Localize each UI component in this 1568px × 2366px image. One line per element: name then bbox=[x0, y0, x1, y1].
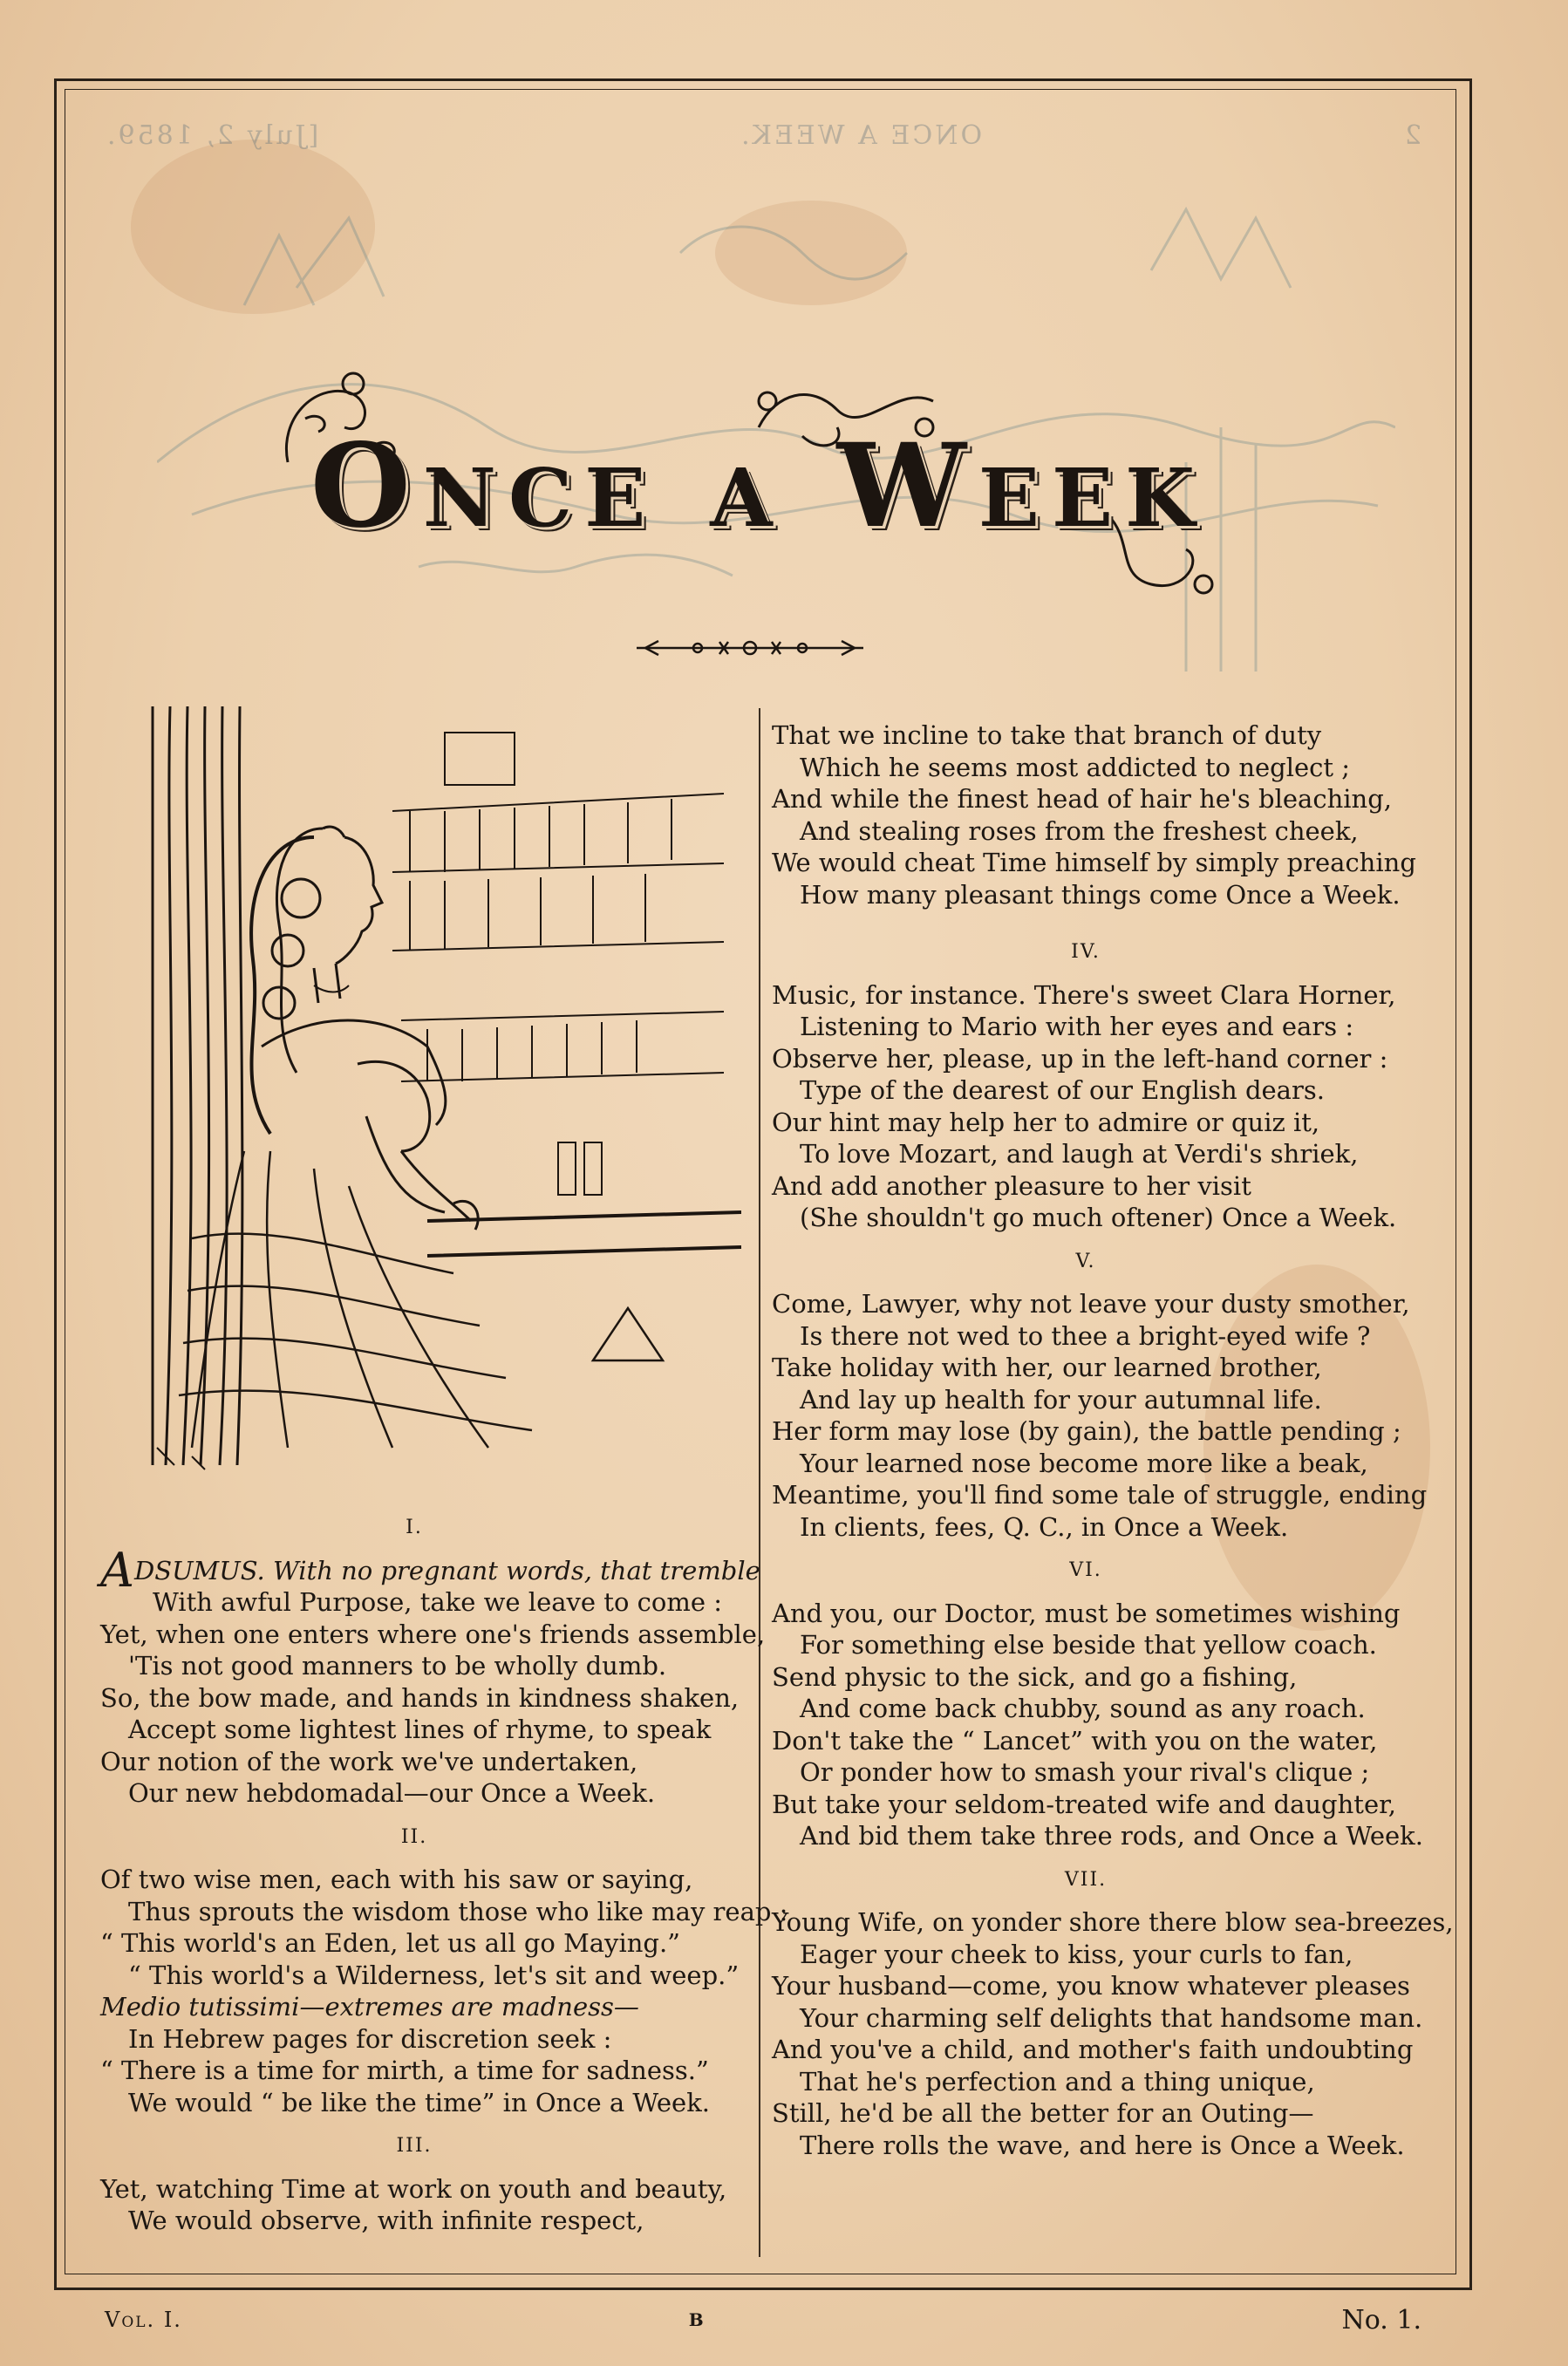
stanza-numeral: VII. bbox=[1064, 1868, 1108, 1891]
verse-line: And you've a child, and mother's faith undoubting bbox=[772, 2035, 1414, 2064]
signature-mark: B bbox=[688, 2309, 705, 2330]
verse-line: (She shouldn't go much oftener) Once a Week. bbox=[800, 1203, 1397, 1232]
volume-label: Vol. I. bbox=[105, 2308, 182, 2332]
verse-line: And lay up health for your autumnal life. bbox=[800, 1384, 1322, 1415]
verse-line: ADSUMUS. With no pregnant words, that tremble bbox=[100, 1542, 760, 1598]
ghost-page-number: 2 bbox=[1401, 120, 1421, 151]
verse-line: Come, Lawyer, why not leave your dusty smother, bbox=[772, 1289, 1410, 1319]
stanza-numeral: III. bbox=[396, 2135, 433, 2157]
verse-line: Listening to Mario with her eyes and ears : bbox=[800, 1012, 1354, 1041]
verse-line: Accept some lightest lines of rhyme, to speak bbox=[128, 1715, 712, 1744]
verse-line: That we incline to take that branch of duty bbox=[772, 720, 1322, 750]
verse-line: Your learned nose become more like a beak, bbox=[800, 1448, 1368, 1478]
stanza-numeral: I. bbox=[406, 1517, 423, 1538]
verse-line: We would cheat Time himself by simply preaching bbox=[772, 848, 1416, 877]
verse-line: Which he seems most addicted to neglect ; bbox=[800, 752, 1351, 782]
verse-line: And come back chubby, sound as any roach. bbox=[800, 1694, 1366, 1723]
stanza-numeral: V. bbox=[1075, 1250, 1096, 1272]
verse-line: Our notion of the work we've undertaken, bbox=[100, 1746, 638, 1776]
verse-line: Your charming self delights that handsome man. bbox=[800, 2002, 1423, 2033]
ghost-title: ONCE A WEEK. bbox=[739, 120, 983, 151]
woman-at-opera-illustration bbox=[140, 698, 741, 1483]
verse-line: We would observe, with infinite respect, bbox=[128, 2206, 644, 2235]
masthead-title: Once a Week bbox=[310, 419, 1208, 554]
verse-line: Medio tutissimi—extremes are madness— bbox=[100, 1992, 639, 2022]
verse-line: And bid them take three rods, and Once a Week. bbox=[800, 1821, 1423, 1851]
bleed-through-header bbox=[105, 120, 1421, 155]
drop-cap: A bbox=[100, 1542, 134, 1598]
verse-line: Our new hebdomadal—our Once a Week. bbox=[128, 1778, 656, 1808]
verse-line: With awful Purpose, take we leave to come : bbox=[153, 1587, 722, 1617]
verse-line: Or ponder how to smash your rival's clique ; bbox=[800, 1757, 1370, 1787]
verse-line: Of two wise men, each with his saw or saying, bbox=[100, 1865, 693, 1894]
right-column bbox=[772, 719, 1454, 2161]
verse-line: Is there not wed to thee a bright-eyed wife ? bbox=[800, 1320, 1371, 1351]
ghost-date: [July 2, 1859. bbox=[105, 120, 319, 151]
stanza-numeral: II. bbox=[400, 1825, 428, 1848]
verse-line: Don't take the “ Lancet” with you on the water, bbox=[772, 1725, 1378, 1756]
verse-line: Still, he'd be all the better for an Outing— bbox=[772, 2098, 1314, 2128]
verse-line: Yet, when one enters where one's friends assemble, bbox=[100, 1619, 766, 1649]
verse-line: Take holiday with her, our learned brother, bbox=[772, 1353, 1322, 1382]
verse-line: Observe her, please, up in the left-hand corner : bbox=[772, 1043, 1388, 1074]
verse-line: And stealing roses from the freshest cheek, bbox=[800, 815, 1359, 846]
divider-ornament bbox=[637, 635, 863, 661]
verse-line: Our hint may help her to admire or quiz it, bbox=[772, 1107, 1320, 1137]
verse-line: Your husband—come, you know whatever pleases bbox=[772, 1971, 1410, 2001]
verse-line: Music, for instance. There's sweet Clara Horner, bbox=[772, 979, 1396, 1010]
verse-line: “ There is a time for mirth, a time for sadness.” bbox=[100, 2056, 709, 2085]
verse-line: And add another pleasure to her visit bbox=[772, 1170, 1251, 1201]
issue-number: No. 1. bbox=[1341, 2304, 1421, 2335]
verse-line: So, the bow made, and hands in kindness shaken, bbox=[100, 1682, 740, 1713]
verse-line: For something else beside that yellow coach. bbox=[800, 1630, 1377, 1660]
stanza-numeral: VI. bbox=[1069, 1559, 1102, 1581]
verse-line: “ This world's an Eden, let us all go Maying.” bbox=[100, 1928, 681, 1958]
verse-line: Send physic to the sick, and go a fishing, bbox=[772, 1661, 1298, 1692]
verse-line: We would “ be like the time” in Once a Week. bbox=[128, 2087, 710, 2117]
verse-line: To love Mozart, and laugh at Verdi's shriek, bbox=[800, 1139, 1359, 1169]
verse-line: 'Tis not good manners to be wholly dumb. bbox=[128, 1651, 667, 1681]
verse-line: Thus sprouts the wisdom those who like may reap : bbox=[128, 1896, 788, 1926]
stanza-numeral: IV. bbox=[1071, 941, 1101, 963]
masthead bbox=[262, 366, 1256, 610]
verse-line: “ This world's a Wilderness, let's sit and weep.” bbox=[128, 1960, 740, 1990]
verse-line: Meantime, you'll find some tale of struggle, ending bbox=[772, 1480, 1428, 1510]
verse-line: That he's perfection and a thing unique, bbox=[800, 2066, 1315, 2097]
verse-line: There rolls the wave, and here is Once a Week. bbox=[800, 2130, 1405, 2160]
verse-line: Her form may lose (by gain), the battle pending ; bbox=[772, 1416, 1401, 1446]
verse-line: Yet, watching Time at work on youth and beauty, bbox=[100, 2173, 727, 2204]
verse-line: And while the finest head of hair he's bleaching, bbox=[772, 784, 1392, 814]
verse-line: But take your seldom-treated wife and daughter, bbox=[772, 1789, 1397, 1819]
verse-line: In clients, fees, Q. C., in Once a Week. bbox=[800, 1511, 1289, 1542]
verse-line: Type of the dearest of our English dears. bbox=[800, 1075, 1325, 1105]
left-column bbox=[100, 1500, 788, 2237]
verse-line: How many pleasant things come Once a Week. bbox=[800, 879, 1401, 910]
verse-line: Eager your cheek to kiss, your curls to fan, bbox=[800, 1939, 1353, 1969]
page-footer bbox=[105, 2302, 1421, 2337]
verse-line: Young Wife, on yonder shore there blow sea-breezes, bbox=[772, 1907, 1454, 1937]
verse-line: And you, our Doctor, must be sometimes wishing bbox=[772, 1598, 1401, 1628]
verse-line: In Hebrew pages for discretion seek : bbox=[128, 2023, 612, 2054]
